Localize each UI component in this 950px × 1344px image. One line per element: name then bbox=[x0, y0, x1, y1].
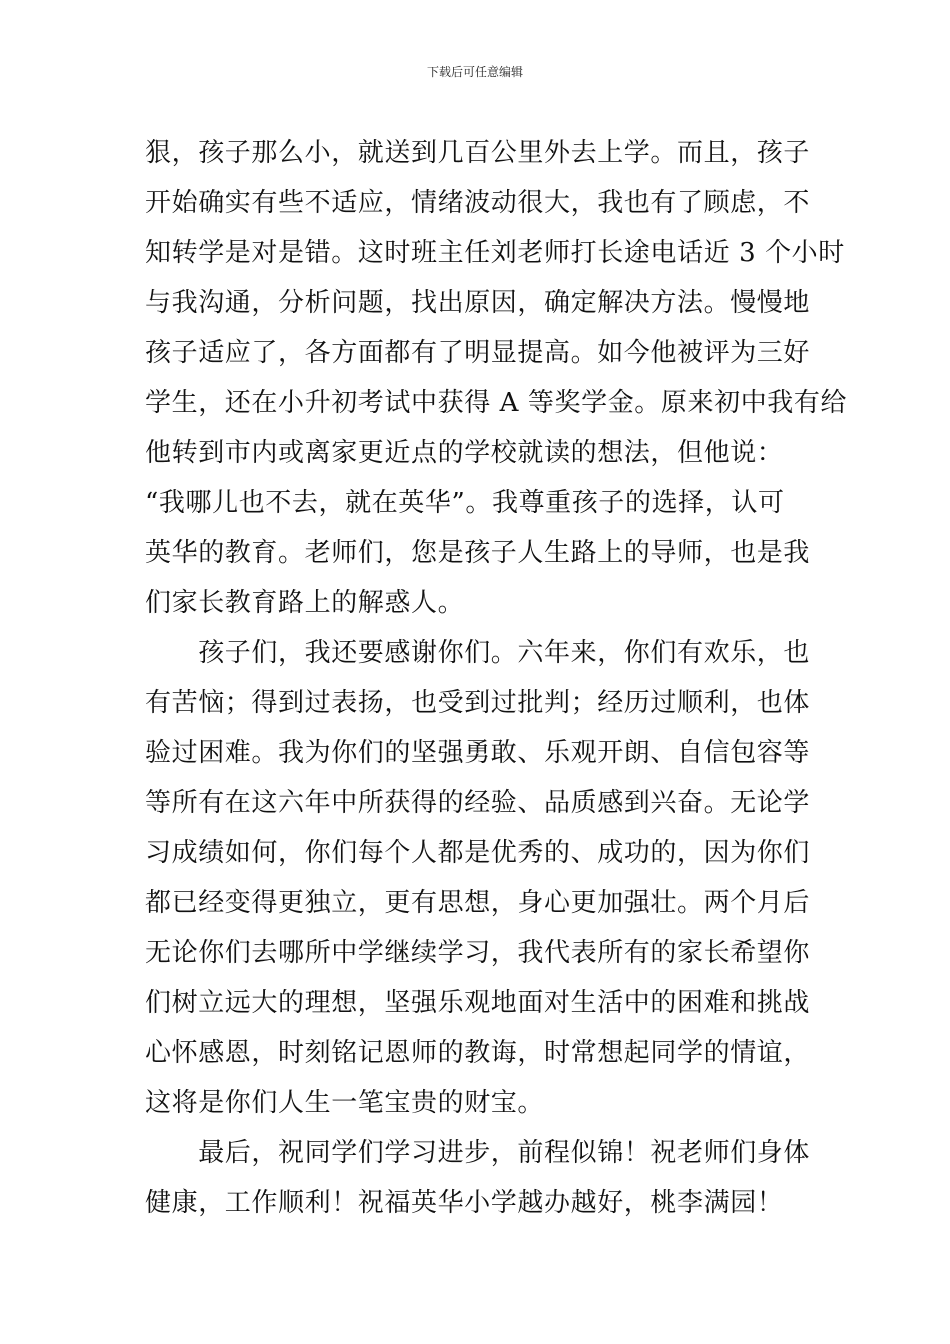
page-header-note: 下载后可任意编辑 bbox=[426, 65, 523, 79]
text-line: 这将是你们人生一笔宝贵的财宝。 bbox=[145, 1088, 545, 1118]
text-line: 们树立远大的理想，坚强乐观地面对生活中的困难和挑战 bbox=[145, 988, 811, 1018]
text-line: 知转学是对是错。这时班主任刘老师打长途电话近 3 个小时 bbox=[145, 238, 845, 268]
text-line: 孩子们，我还要感谢你们。六年来，你们有欢乐，也 bbox=[145, 638, 811, 668]
text-line: 英华的教育。老师们，您是孩子人生路上的导师，也是我 bbox=[145, 538, 811, 568]
text-line: 都已经变得更独立，更有思想，身心更加强壮。两个月后 bbox=[145, 888, 811, 918]
text-line: 习成绩如何，你们每个人都是优秀的、成功的，因为你们 bbox=[145, 838, 811, 868]
text-line: 验过困难。我为你们的坚强勇敢、乐观开朗、自信包容等 bbox=[145, 738, 811, 768]
text-line: 狠，孩子那么小，就送到几百公里外去上学。而且，孩子 bbox=[145, 138, 811, 168]
text-line: 最后，祝同学们学习进步，前程似锦！祝老师们身体 bbox=[145, 1138, 811, 1168]
text-line: 学生，还在小升初考试中获得 A 等奖学金。原来初中我有给 bbox=[145, 388, 848, 418]
text-line: 孩子适应了，各方面都有了明显提高。如今他被评为三好 bbox=[145, 338, 811, 368]
body-text bbox=[145, 128, 848, 1228]
text-line: “我哪儿也不去，就在英华”。我尊重孩子的选择，认可 bbox=[145, 488, 785, 518]
text-line: 心怀感恩，时刻铭记恩师的教诲，时常想起同学的情谊， bbox=[145, 1038, 811, 1068]
text-line: 开始确实有些不适应，情绪波动很大，我也有了顾虑，不 bbox=[145, 188, 811, 218]
text-line: 们家长教育路上的解惑人。 bbox=[145, 588, 465, 618]
text-line: 健康，工作顺利！祝福英华小学越办越好，桃李满园！ bbox=[145, 1188, 784, 1218]
text-line: 与我沟通，分析问题，找出原因，确定解决方法。慢慢地 bbox=[145, 288, 811, 318]
text-line: 无论你们去哪所中学继续学习，我代表所有的家长希望你 bbox=[145, 938, 811, 968]
text-line: 有苦恼；得到过表扬，也受到过批判；经历过顺利，也体 bbox=[145, 688, 811, 718]
text-line: 等所有在这六年中所获得的经验、品质感到兴奋。无论学 bbox=[145, 788, 811, 818]
text-line: 他转到市内或离家更近点的学校就读的想法，但他说： bbox=[145, 438, 784, 468]
